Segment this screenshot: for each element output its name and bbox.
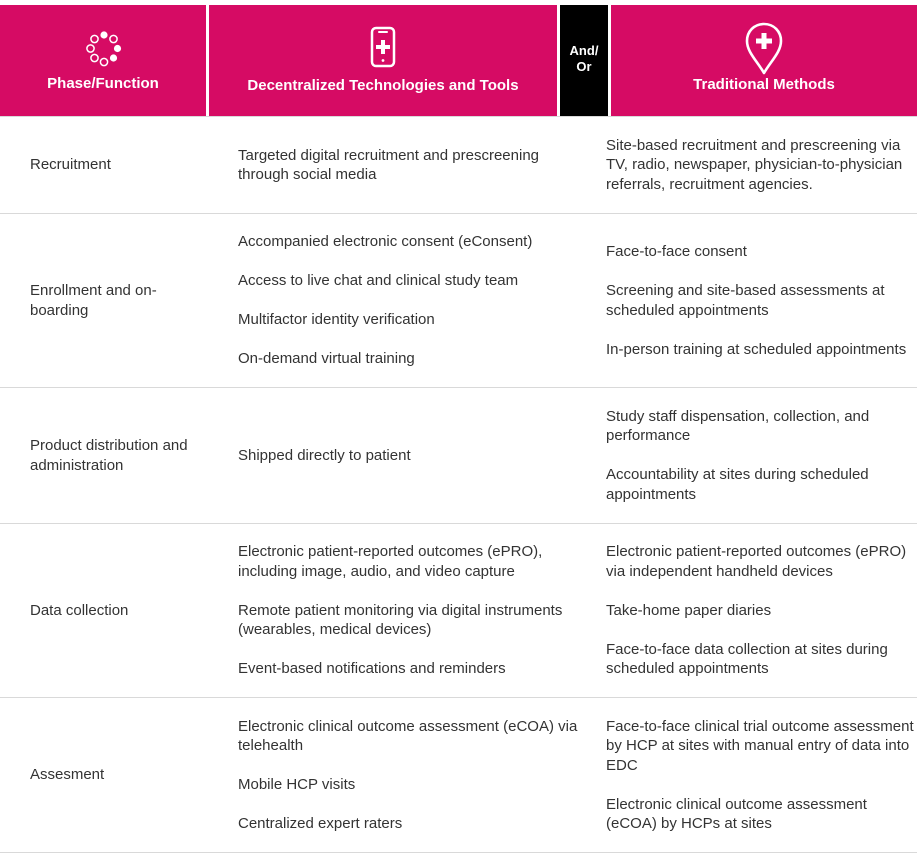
decentralized-cell — [238, 388, 583, 523]
and-or-line-2: Or — [576, 59, 592, 74]
list-item: Remote patient monitoring via digital instruments (wearables, medical devices) — [238, 601, 563, 639]
decentralized-cell — [238, 524, 583, 697]
table-row — [0, 214, 917, 388]
list-item: Face-to-face consent — [606, 243, 747, 260]
table-row — [0, 117, 917, 214]
list-item: Accompanied electronic consent (eConsent) — [238, 233, 533, 251]
mobile-medical-icon — [370, 26, 396, 68]
traditional-cell — [606, 214, 914, 387]
list-item: In-person training at scheduled appointments — [606, 340, 907, 358]
decentralized-cell — [238, 214, 583, 387]
phase-label: Data collection — [30, 601, 129, 619]
phase-cell — [30, 524, 200, 697]
list-item: Face-to-face data collection at sites during scheduled appointments — [606, 640, 888, 678]
location-pin-medical-icon — [744, 21, 784, 75]
header-and-or — [560, 5, 608, 116]
phase-cell — [30, 388, 200, 523]
list-item: On-demand virtual training — [238, 350, 415, 368]
list-item: Accountability at sites during scheduled appointments — [606, 466, 869, 503]
traditional-cell — [606, 388, 914, 523]
decentralized-cell — [238, 698, 583, 852]
table-row — [0, 524, 917, 698]
phase-label: Enrollment and on-boarding — [30, 282, 157, 319]
list-item: Site-based recruitment and prescreening via TV, radio, newspaper, physician-to-physician referrals, recruitment agencies. — [606, 136, 903, 193]
phase-label: Recruitment — [30, 156, 111, 174]
list-item: Screening and site-based assessments at scheduled appointments — [606, 282, 885, 319]
list-item: Face-to-face clinical trial outcome assessment by HCP at sites with manual entry of data into EDC — [606, 717, 914, 774]
list-item: Targeted digital recruitment and prescreening through social media — [238, 146, 540, 183]
list-item: Centralized expert raters — [238, 815, 403, 832]
list-item: Access to live chat and clinical study team — [238, 272, 519, 290]
header-and-or-label — [560, 43, 608, 75]
list-item: Take-home paper diaries — [606, 601, 772, 619]
list-item: Electronic clinical outcome assessment (eCOA) via telehealth — [238, 717, 578, 754]
header-decentralized-label: Decentralized Technologies and Tools — [247, 77, 519, 94]
loading-dots-icon — [84, 29, 124, 69]
list-item: Electronic clinical outcome assessment (eCOA) by HCPs at sites — [606, 795, 867, 832]
phase-cell — [30, 117, 200, 213]
list-item: Electronic patient-reported outcomes (ePRO), including image, audio, and video capture — [238, 543, 543, 580]
list-item: Multifactor identity verification — [238, 311, 435, 329]
traditional-cell — [606, 698, 914, 852]
traditional-cell — [606, 524, 914, 697]
phase-label: Assesment — [30, 766, 105, 784]
phase-cell — [30, 214, 200, 387]
header-traditional — [611, 5, 917, 116]
header-decentralized — [209, 5, 557, 116]
header-phase-function — [0, 5, 206, 116]
phase-cell — [30, 698, 200, 852]
traditional-cell — [606, 117, 914, 213]
list-item: Mobile HCP visits — [238, 776, 356, 793]
table-row — [0, 388, 917, 524]
header-phase-label: Phase/Function — [47, 75, 159, 92]
list-item: Event-based notifications and reminders — [238, 660, 506, 678]
phase-label: Product distribution and administration — [30, 437, 188, 474]
list-item: Shipped directly to patient — [238, 446, 411, 464]
list-item: Electronic patient-reported outcomes (ePRO) via independent handheld devices — [606, 543, 907, 580]
decentralized-cell — [238, 117, 583, 213]
table-row — [0, 698, 917, 853]
and-or-line-1: And/ — [569, 43, 599, 58]
header-traditional-label: Traditional Methods — [693, 76, 835, 93]
list-item: Study staff dispensation, collection, and performance — [606, 407, 870, 445]
